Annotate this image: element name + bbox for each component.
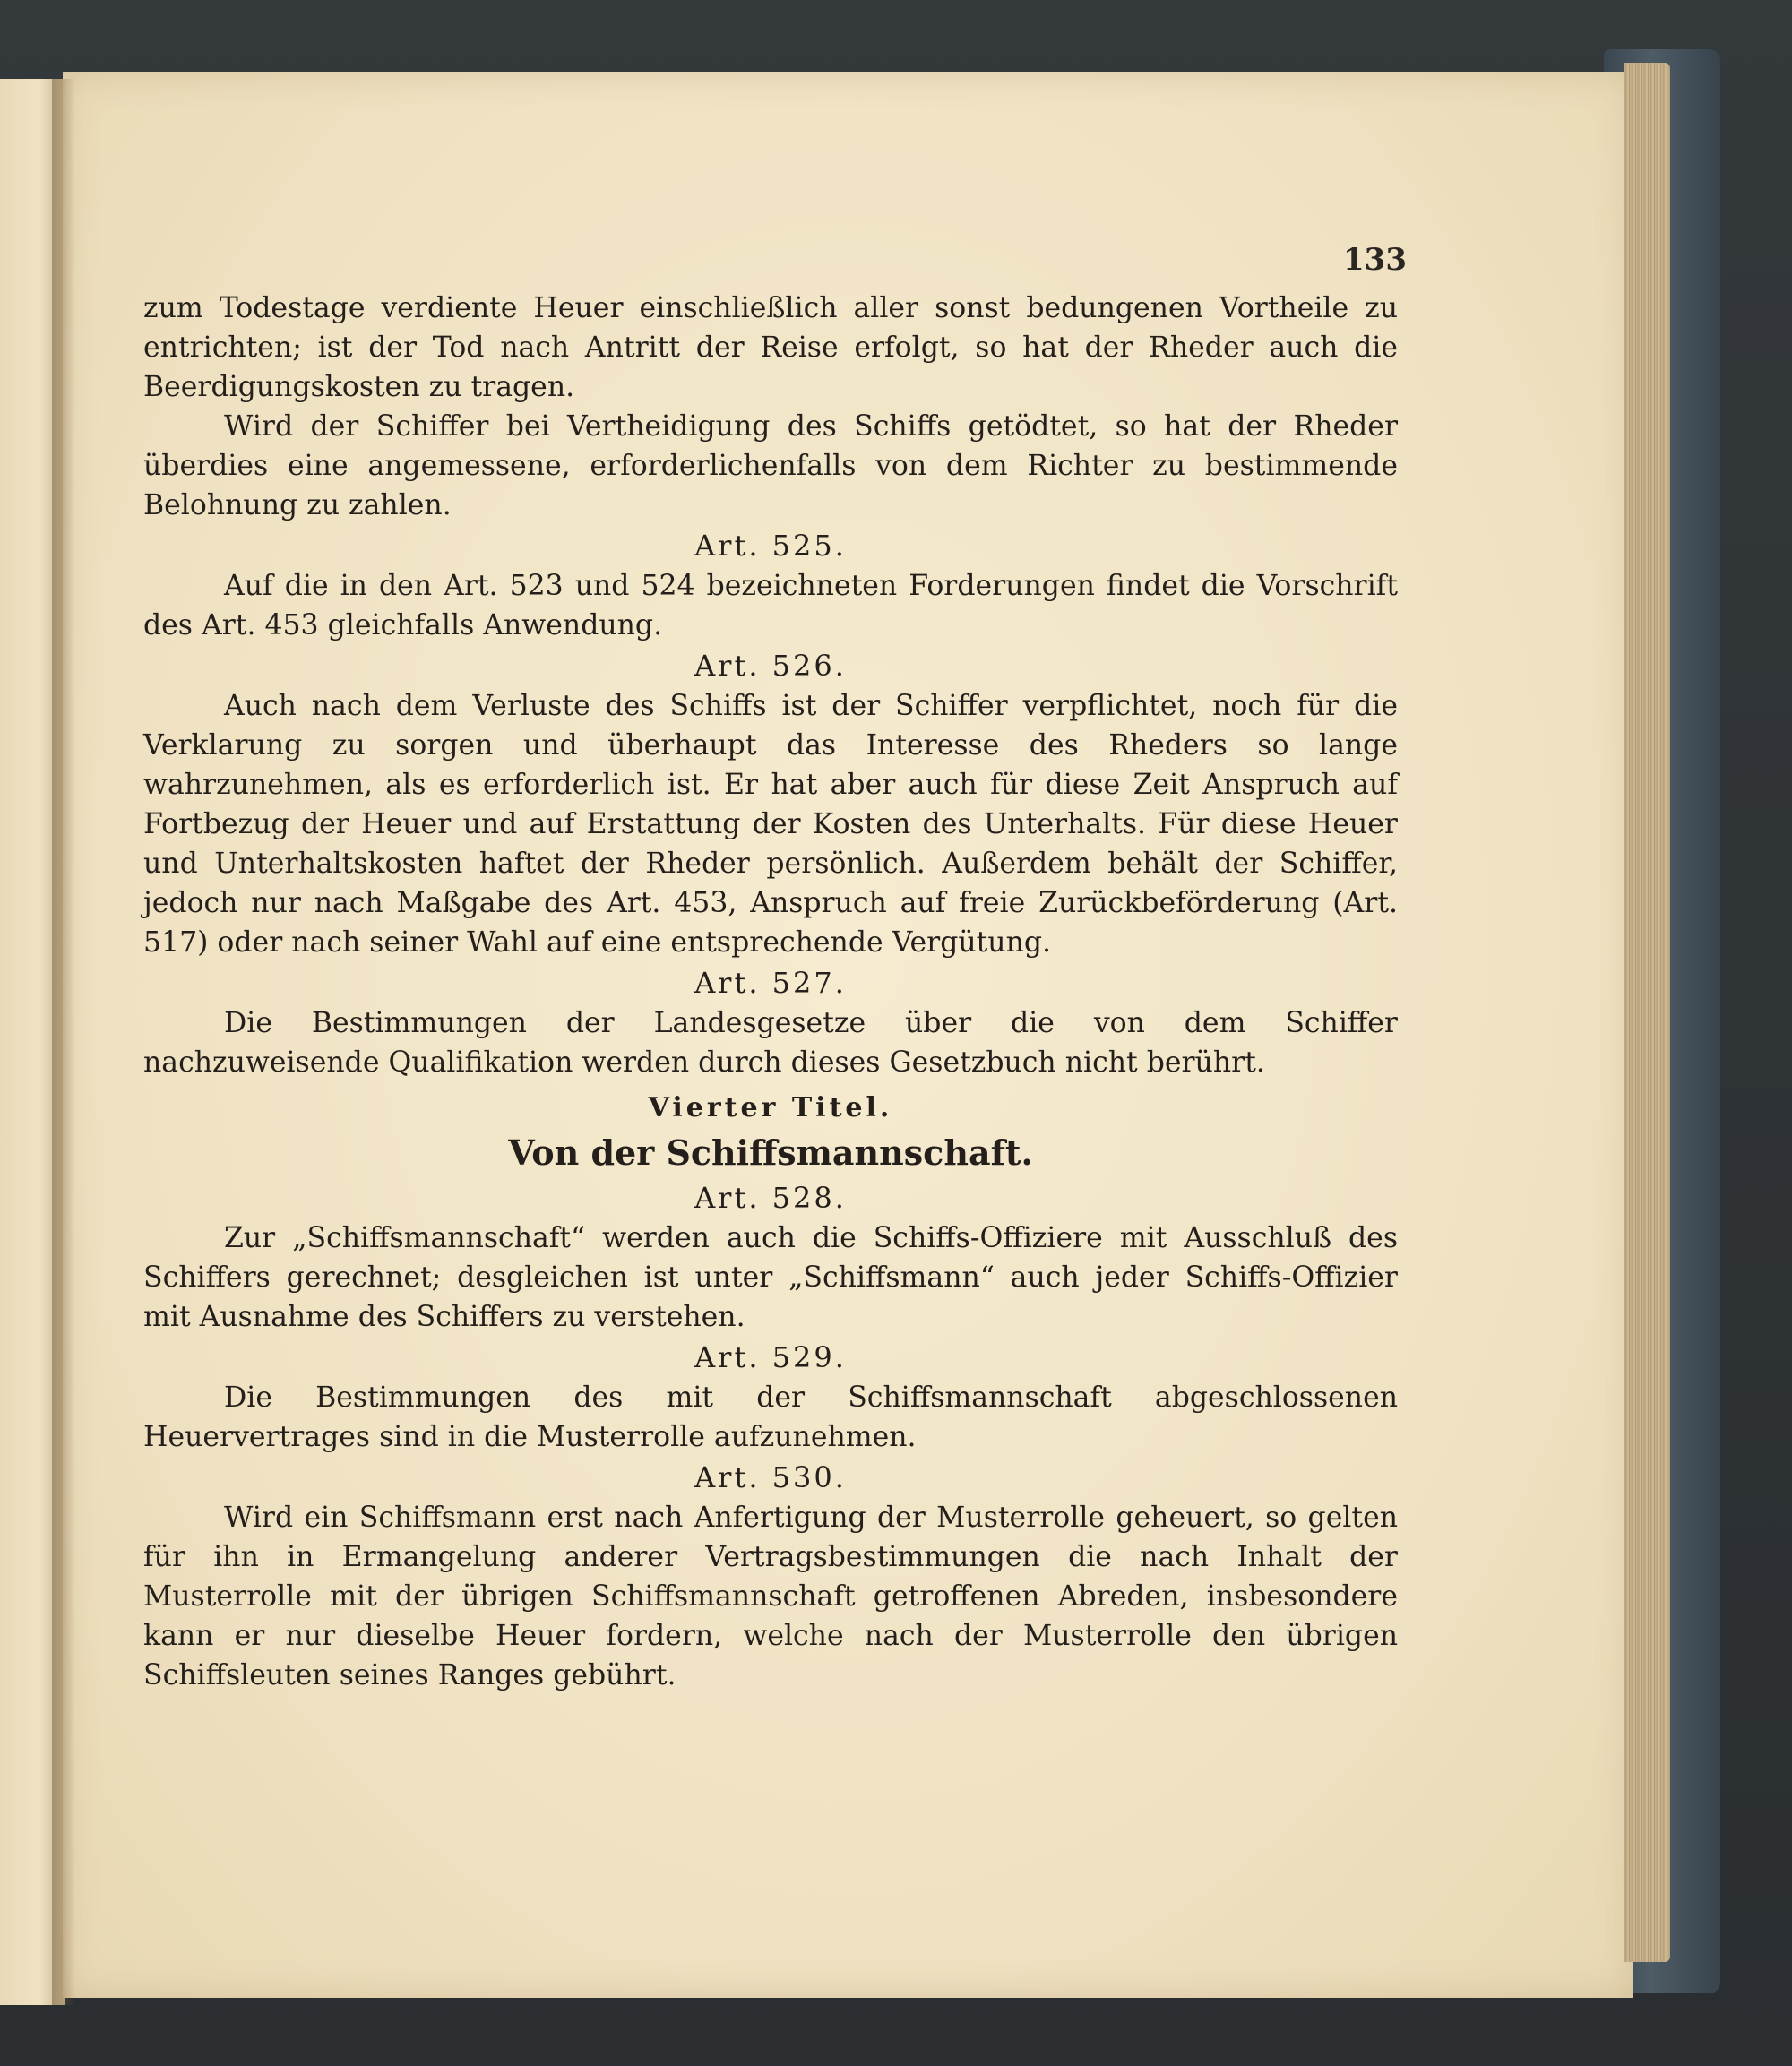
paragraph: Auch nach dem Verluste des Schiffs ist der Schiffer verpflichtet, noch für die Verklarung zu sorgen und überhaupt das Interesse des Rheders so lange wahrzunehmen, als es erforderlich ist. Er hat aber auch für diese Zeit Anspruch auf Fortbezug der Heuer und auf Erstattung der Kosten des Unterhalts. Für diese Heuer und Unterhaltskosten haftet der Rheder persönlich. Außerdem behält der Schiffer, jedoch nur nach Maßgabe des Art. 453, Anspruch auf freie Zurückbeförderung (Art. 517) oder nach seiner Wahl auf eine entsprechende Vergütung. bbox=[143, 690, 1398, 959]
paragraph: Die Bestimmungen der Landesgesetze über die von dem Schiffer nachzuweisende Qualifikation werden durch dieses Gesetzbuch nicht berührt. bbox=[143, 1007, 1398, 1079]
article-heading: Art. 529. bbox=[694, 1340, 847, 1374]
page-gutter bbox=[52, 79, 75, 2005]
section-title-number: Vierter Titel. bbox=[648, 1092, 893, 1123]
page-stack-edges bbox=[1624, 63, 1670, 1962]
article-heading: Art. 528. bbox=[694, 1181, 847, 1215]
section-title: Von der Schiffsmannschaft. bbox=[508, 1132, 1033, 1173]
paragraph: Zur „Schiffsmannschaft“ werden auch die Schiffs-Offiziere mit Ausschluß des Schiffers gerechnet; desgleichen ist unter „Schiffsmann“ auch jeder Schiffs-Offizier mit Ausnahme des Schiffers zu verstehen. bbox=[143, 1222, 1398, 1333]
paragraph: Auf die in den Art. 523 und 524 bezeichneten Forderungen findet die Vorschrift des Art. 453 gleichfalls Anwendung. bbox=[143, 570, 1398, 641]
article-heading: Art. 527. bbox=[694, 966, 847, 1000]
page-number: 133 bbox=[1343, 242, 1407, 278]
article-heading: Art. 530. bbox=[694, 1460, 847, 1494]
paragraph: Wird ein Schiffsmann erst nach Anfertigung der Musterrolle geheuert, so gelten für ihn in Ermangelung anderer Vertragsbestimmungen die nach Inhalt der Musterrolle mit der übrigen Schiffsmannschaft getroffenen Abreden, insbesondere kann er nur dieselbe Heuer fordern, welche nach der Musterrolle den übrigen Schiffsleuten seines Ranges gebührt. bbox=[143, 1502, 1398, 1692]
article-heading: Art. 525. bbox=[694, 529, 847, 563]
paragraph: Die Bestimmungen des mit der Schiffsmannschaft abgeschlossenen Heuervertrages sind in die Musterrolle aufzunehmen. bbox=[143, 1382, 1398, 1453]
article-heading: Art. 526. bbox=[694, 649, 847, 683]
page-body-text bbox=[143, 288, 1398, 1695]
paragraph: zum Todestage verdiente Heuer einschließlich aller sonst bedungenen Vortheile zu entrichten; ist der Tod nach Antritt der Reise erfolgt, so hat der Rheder auch die Beerdigungskosten zu tragen. bbox=[143, 292, 1398, 403]
paragraph: Wird der Schiffer bei Vertheidigung des Schiffs getödtet, so hat der Rheder überdies eine angemessene, erforderlichenfalls von dem Richter zu bestimmende Belohnung zu zahlen. bbox=[143, 410, 1398, 521]
